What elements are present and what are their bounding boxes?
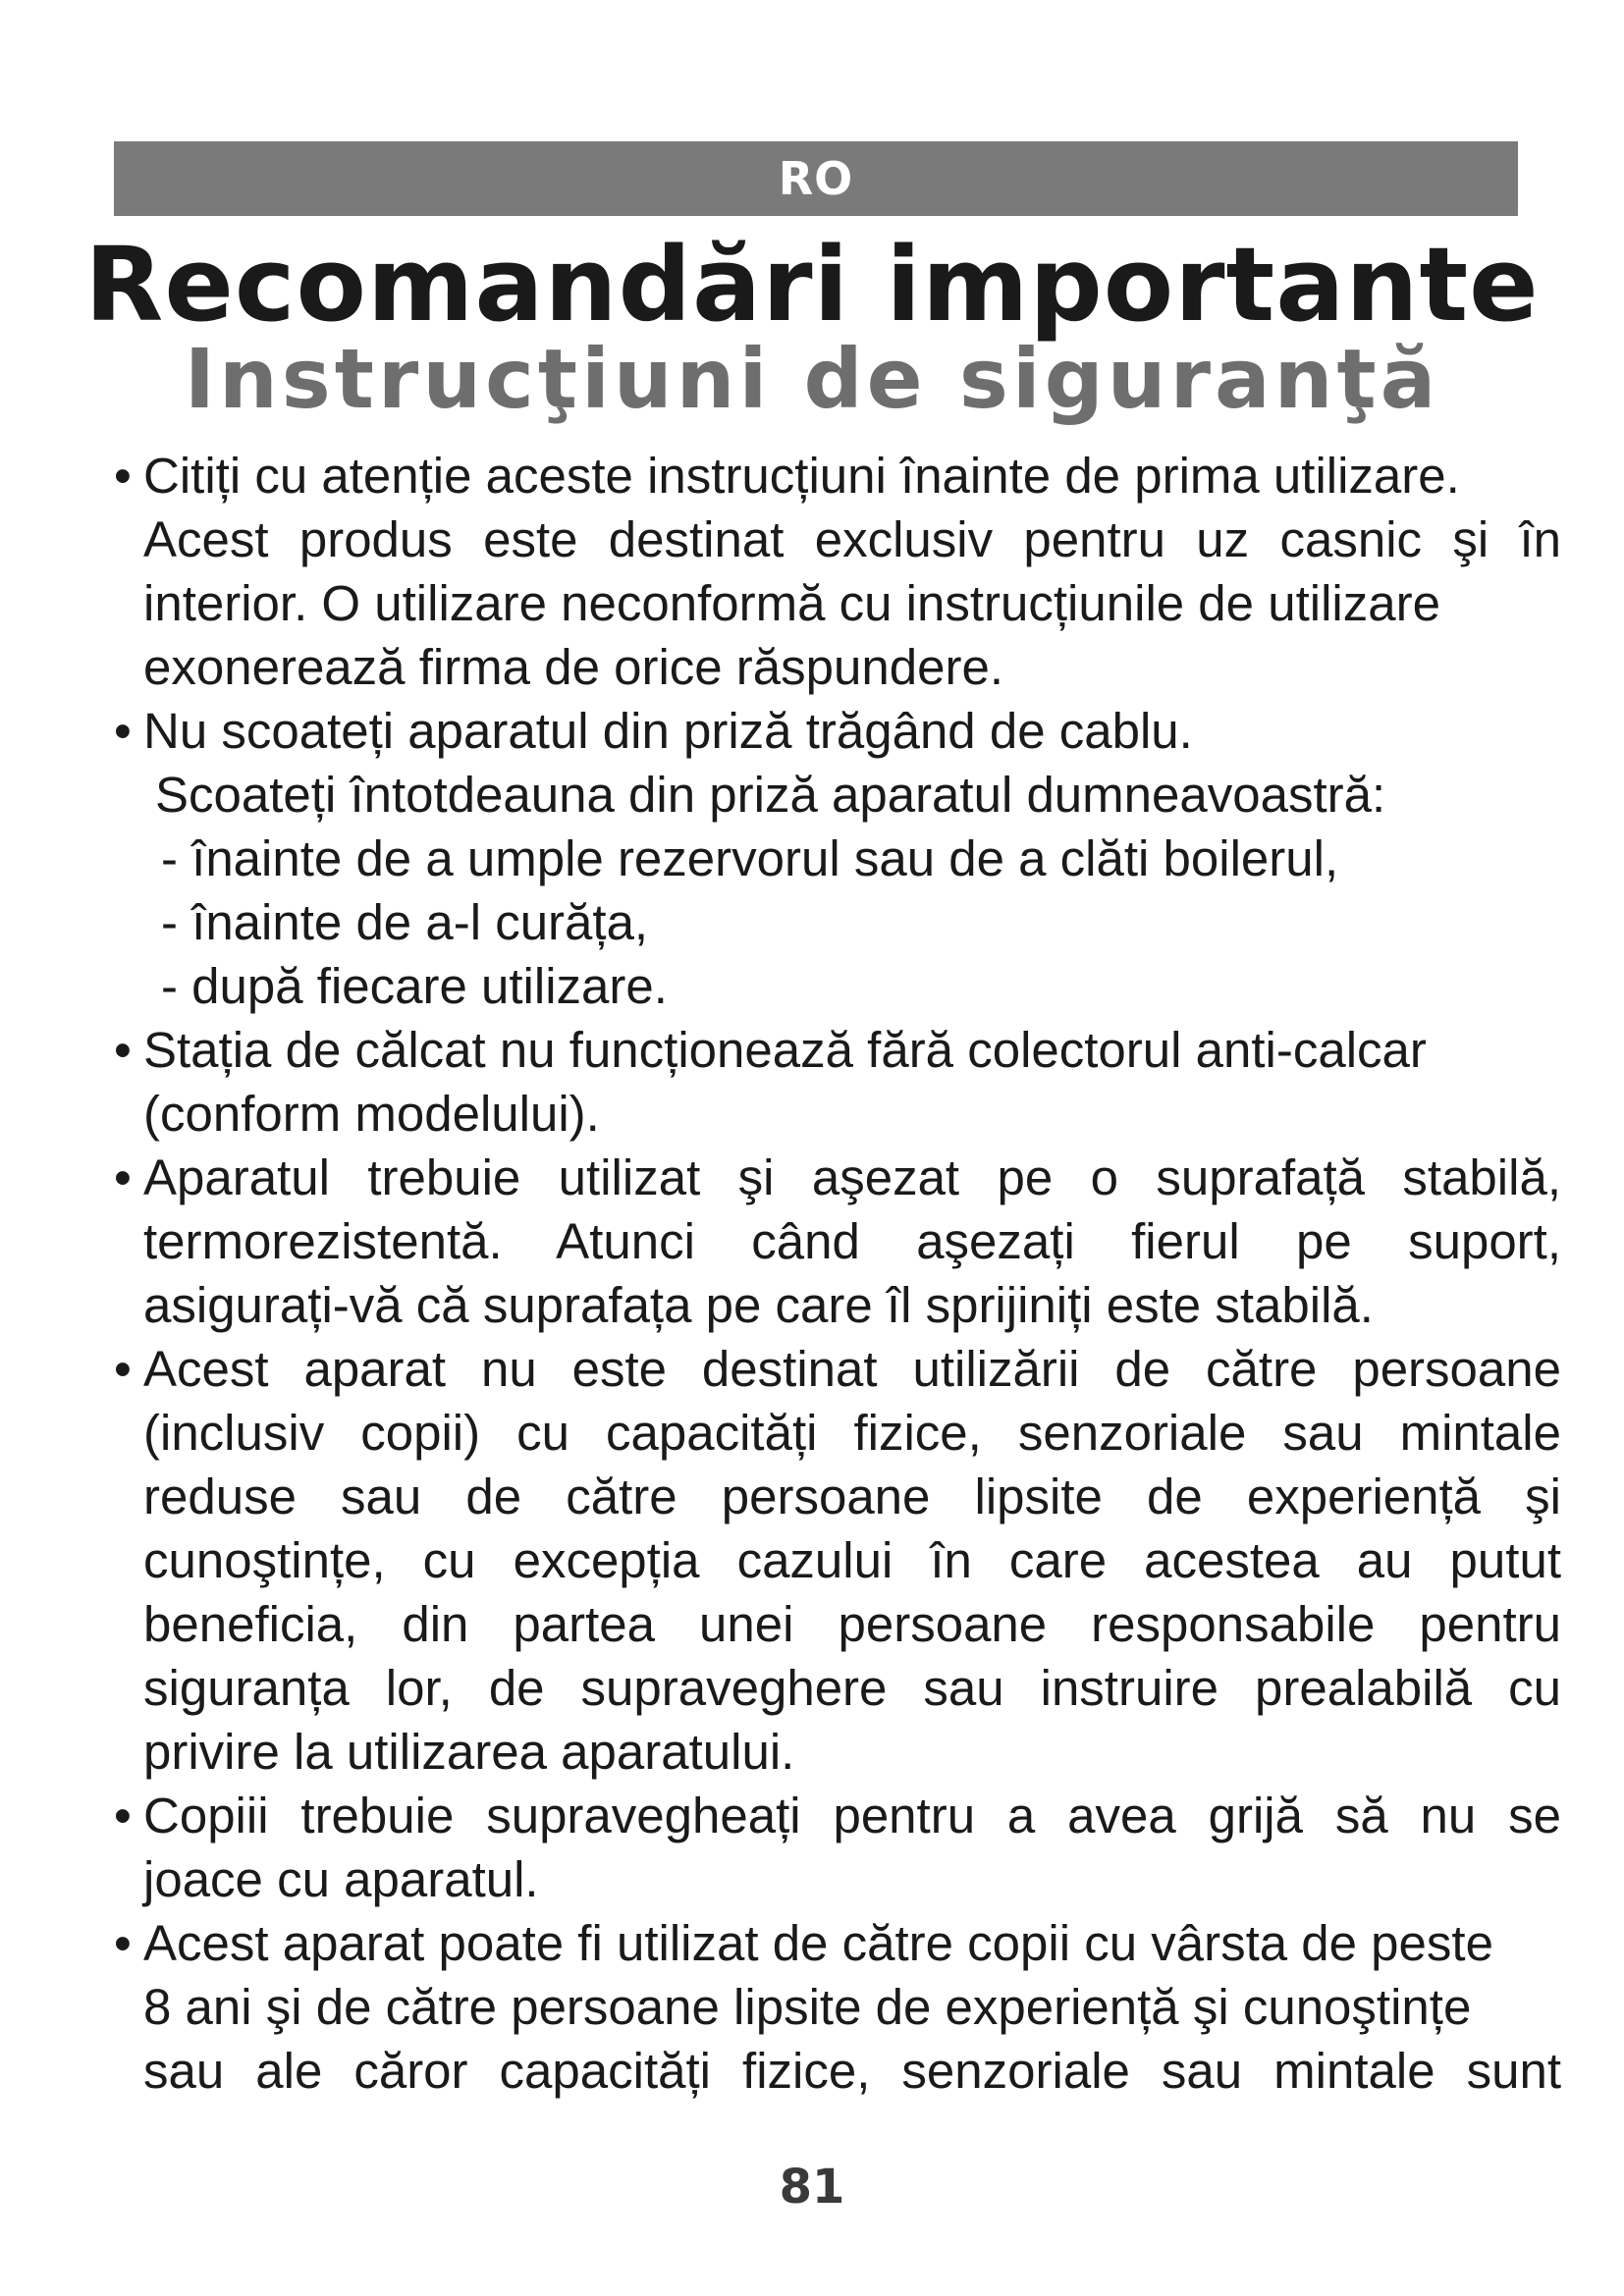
page-title: Recomandări importante: [84, 225, 1540, 345]
bullet-icon: •: [114, 1149, 132, 1205]
item-line: Copiii trebuie supravegheați pentru a avea grijă să nu se: [143, 1788, 1561, 1843]
item-line: Stația de călcat nu funcționează fără colectorul anti-calcar: [143, 1022, 1427, 1078]
item-line: privire la utilizarea aparatului.: [143, 1724, 795, 1780]
list-item: [110, 1018, 1561, 1146]
item-line: asigurați-vă că suprafața pe care îl sprijiniți este stabilă.: [143, 1277, 1374, 1333]
item-line: Aparatul trebuie utilizat şi aşezat pe o suprafață stabilă,: [143, 1149, 1561, 1205]
item-line: - înainte de a-l curăța,: [161, 894, 649, 950]
item-line: 8 ani şi de către persoane lipsite de experiență şi cunoştințe: [143, 1979, 1472, 2035]
safety-instructions-list: [110, 444, 1561, 2103]
list-item: [110, 1911, 1561, 2103]
list-item: [110, 1784, 1561, 1911]
item-line: Acest aparat nu este destinat utilizării de către persoane: [143, 1341, 1561, 1397]
item-line: (conform modelului).: [143, 1086, 600, 1142]
bullet-icon: •: [114, 1788, 132, 1843]
list-item: [110, 699, 1561, 1018]
language-code: RO: [778, 152, 854, 205]
item-line: termorezistentă. Atunci când aşezați fierul pe suport,: [143, 1213, 1561, 1269]
item-line: interior. O utilizare neconformă cu instrucțiunile de utilizare: [143, 575, 1440, 631]
bullet-icon: •: [114, 1341, 132, 1397]
bullet-icon: •: [114, 1022, 132, 1078]
item-line: joace cu aparatul.: [143, 1851, 539, 1907]
item-line: Acest produs este destinat exclusiv pentru uz casnic şi în: [143, 511, 1561, 567]
item-line: beneficia, din partea unei persoane responsabile pentru: [143, 1596, 1561, 1652]
language-bar: [114, 141, 1518, 216]
item-line: - după fiecare utilizare.: [161, 958, 668, 1014]
item-line: siguranța lor, de supraveghere sau instruire prealabilă cu: [143, 1660, 1561, 1716]
item-line: - înainte de a umple rezervorul sau de a clăti boilerul,: [161, 830, 1339, 886]
item-line: Scoateți întotdeauna din priză aparatul dumneavoastră:: [155, 767, 1386, 823]
page-subtitle: Instrucţiuni de siguranţă: [184, 331, 1440, 427]
page-number: 81: [779, 2160, 845, 2215]
bullet-icon: •: [114, 448, 132, 504]
bullet-icon: •: [114, 1915, 132, 1971]
item-line: Acest aparat poate fi utilizat de către copii cu vârsta de peste: [143, 1915, 1493, 1971]
list-item: [110, 444, 1561, 699]
item-line: reduse sau de către persoane lipsite de experiență şi: [143, 1468, 1561, 1524]
item-line: Citiți cu atenție aceste instrucțiuni înainte de prima utilizare.: [143, 448, 1460, 504]
item-line: sau ale căror capacități fizice, senzoriale sau mintale sunt: [143, 2043, 1561, 2099]
list-item: [110, 1337, 1561, 1784]
item-line: (inclusiv copii) cu capacități fizice, senzoriale sau mintale: [143, 1405, 1561, 1461]
item-line: Nu scoateți aparatul din priză trăgând de cablu.: [143, 703, 1193, 759]
item-line: exonerează firma de orice răspundere.: [143, 639, 1003, 695]
bullet-icon: •: [114, 703, 132, 759]
list-item: [110, 1146, 1561, 1337]
item-line: cunoştințe, cu excepția cazului în care acestea au putut: [143, 1532, 1561, 1588]
